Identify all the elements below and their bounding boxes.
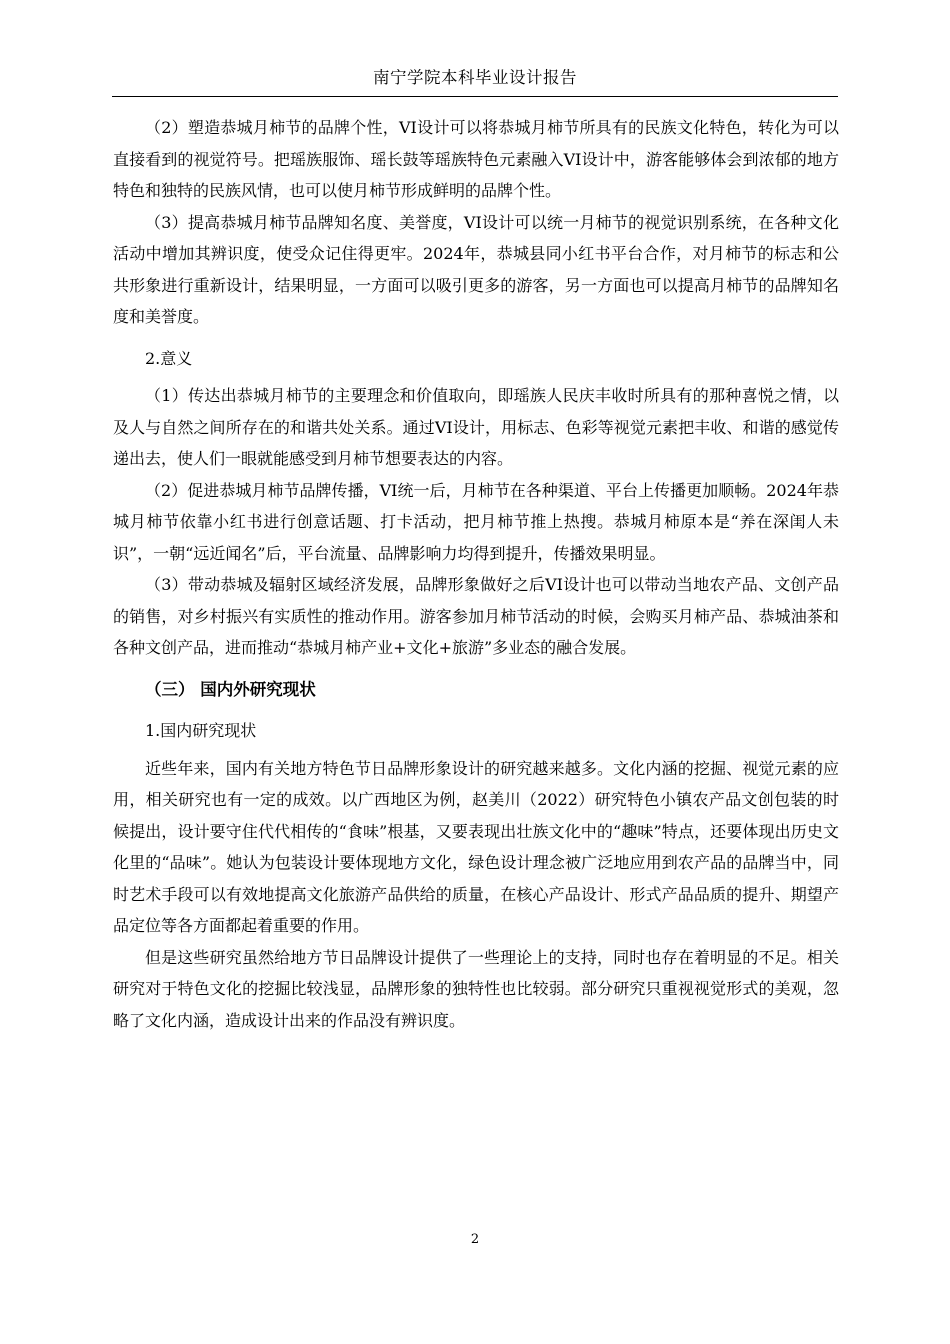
- paragraph-meaning-3: （3）带动恭城及辐射区域经济发展，品牌形象做好之后VI设计也可以带动当地农产品、文创产品的销售，对乡村振兴有实质性的推动作用。游客参加月柿节活动的时候，会购买月柿产品、恭城油茶和各种文创产品，进而推动“恭城月柿产业+文化+旅游”多业态的融合发展。: [113, 575, 839, 657]
- body-content: [113, 112, 839, 1036]
- subheading-domestic-research: 1.国内研究现状: [145, 721, 257, 740]
- paragraph-brand-personality: （2）塑造恭城月柿节的品牌个性，VI设计可以将恭城月柿节所具有的民族文化特色，转化为可以直接看到的视觉符号。把瑶族服饰、瑶长鼓等瑶族特色元素融入VI设计中，游客能够体会到浓郁的地方特色和独特的民族风情，也可以使月柿节形成鲜明的品牌个性。: [113, 118, 839, 200]
- paragraph-research-shortcomings: 但是这些研究虽然给地方节日品牌设计提供了一些理论上的支持，同时也存在着明显的不足。相关研究对于特色文化的挖掘比较浅显，品牌形象的独特性也比较弱。部分研究只重视视觉形式的美观，忽略了文化内涵，造成设计出来的作品没有辨识度。: [113, 947, 839, 1030]
- header-divider: [112, 96, 838, 97]
- paragraph-meaning-2: （2）促进恭城月柿节品牌传播，VI统一后，月柿节在各种渠道、平台上传播更加顺畅。2024年恭城月柿节依靠小红书进行创意话题、打卡活动，把月柿节推上热搜。恭城月柿原本是“养在深闺人未识”，一朝“远近闻名”后，平台流量、品牌影响力均得到提升，传播效果明显。: [113, 480, 839, 563]
- paragraph-domestic-research: 近些年来，国内有关地方特色节日品牌形象设计的研究越来越多。文化内涵的挖掘、视觉元素的应用，相关研究也有一定的成效。以广西地区为例，赵美川（2022）研究特色小镇农产品文创包装的时候提出，设计要守住代代相传的“食味”根基，又要表现出壮族文化中的“趣味”特点，还要体现出历史文化里的“品味”。她认为包装设计要体现地方文化，绿色设计理念被广泛地应用到农产品的品牌当中，同时艺术手段可以有效地提高文化旅游产品供给的质量，在核心产品设计、形式产品品质的提升、期望产品定位等各方面都起着重要的作用。: [113, 758, 839, 935]
- page-number: 2: [470, 1232, 480, 1247]
- paragraph-brand-awareness: （3）提高恭城月柿节品牌知名度、美誉度，VI设计可以统一月柿节的视觉识别系统，在各种文化活动中增加其辨识度，使受众记住得更牢。2024年，恭城县同小红书平台合作，对月柿节的标志和公共形象进行重新设计，结果明显，一方面可以吸引更多的游客，另一方面也可以提高月柿节的品牌知名度和美誉度。: [113, 212, 839, 326]
- section-heading-research-status: （三） 国内外研究现状: [145, 679, 316, 699]
- paragraph-meaning-1: （1）传达出恭城月柿节的主要理念和价值取向，即瑶族人民庆丰收时所具有的那种喜悦之情，以及人与自然之间所存在的和谐共处关系。通过VI设计，用标志、色彩等视觉元素把丰收、和谐的感觉传递出去，使人们一眼就能感受到月柿节想要表达的内容。: [113, 386, 839, 468]
- subheading-meaning: 2.意义: [145, 348, 193, 368]
- running-header: 南宁学院本科毕业设计报告: [373, 68, 577, 87]
